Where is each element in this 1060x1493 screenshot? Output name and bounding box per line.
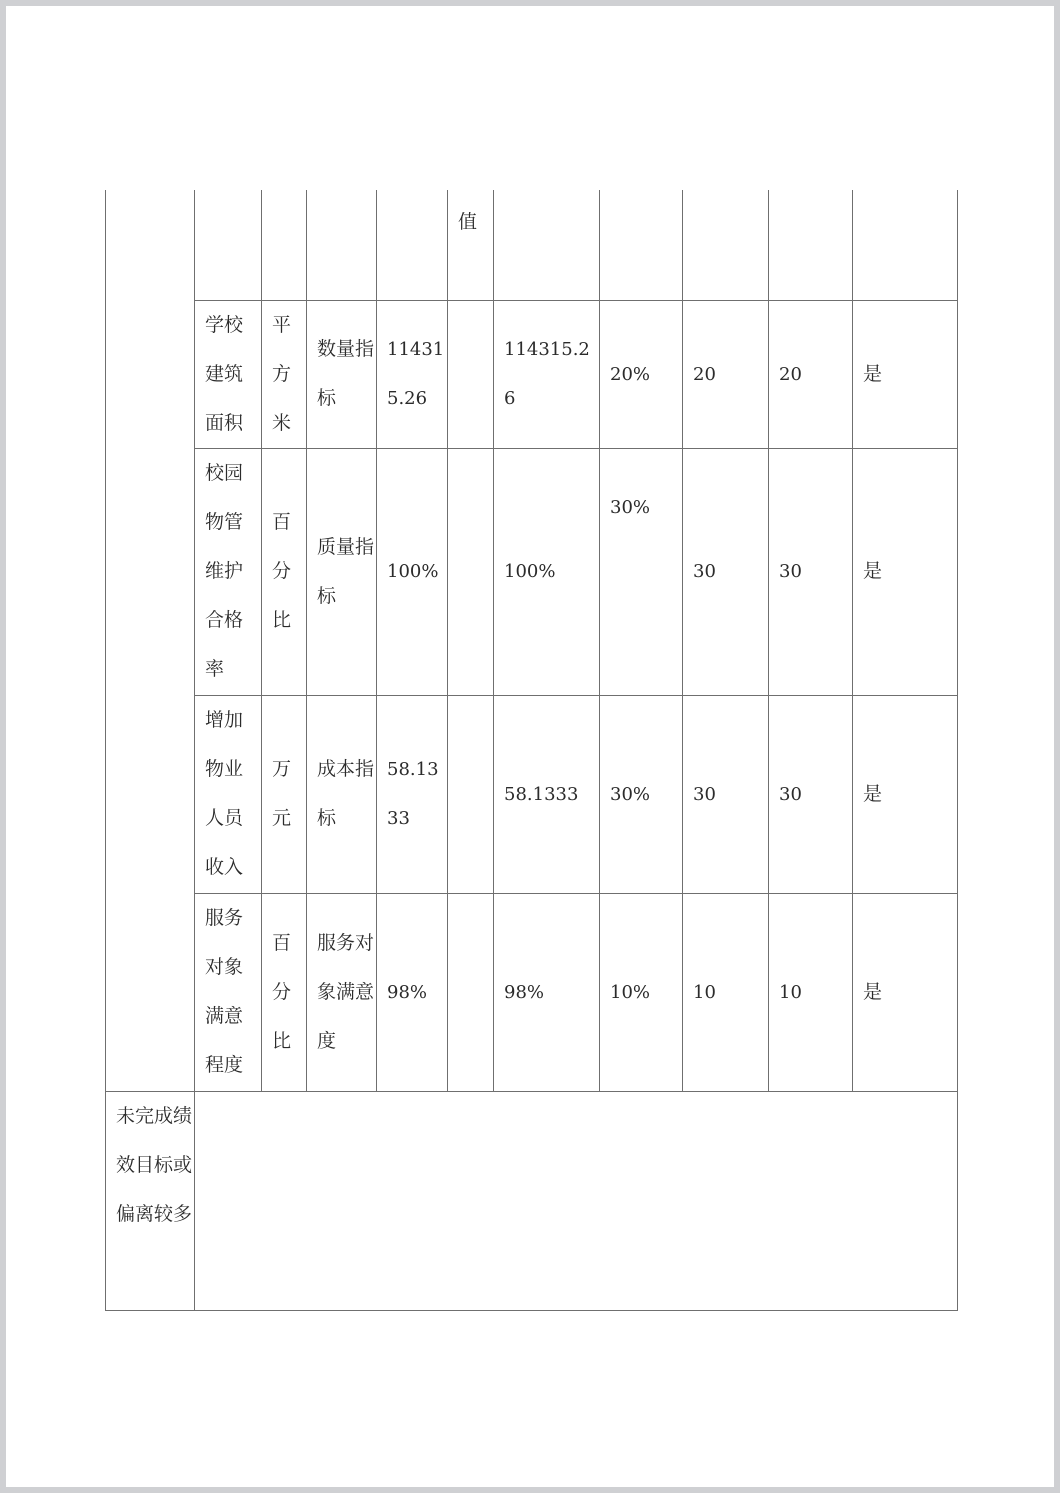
score-a: 10	[683, 893, 769, 1091]
indicator-name: 服务对象满意程度	[195, 893, 262, 1091]
target-value: 58.1333	[377, 695, 448, 893]
indicator-category: 数量指标	[307, 300, 377, 448]
score-b: 30	[769, 695, 853, 893]
document-page	[6, 6, 1054, 1487]
unit: 平方米	[262, 300, 307, 448]
actual-value: 100%	[494, 448, 600, 695]
table-row-footer	[106, 1091, 958, 1310]
indicator-name: 增加物业人员收入	[195, 695, 262, 893]
unit: 百分比	[262, 448, 307, 695]
indicator-category: 服务对象满意度	[307, 893, 377, 1091]
indicator-name: 校园物管维护合格率	[195, 448, 262, 695]
table-row-continued-header	[106, 190, 958, 300]
actual-value: 58.1333	[494, 695, 600, 893]
unit: 万元	[262, 695, 307, 893]
performance-table	[105, 190, 958, 1311]
table-row	[106, 300, 958, 448]
target-value: 100%	[377, 448, 448, 695]
table-row	[106, 893, 958, 1091]
score-b: 20	[769, 300, 853, 448]
footer-label: 未完成绩效目标或偏离较多	[106, 1091, 195, 1310]
target-value: 114315.26	[377, 300, 448, 448]
score-a: 30	[683, 695, 769, 893]
unit: 百分比	[262, 893, 307, 1091]
header-fragment: 值	[448, 190, 494, 300]
weight: 30%	[600, 448, 683, 695]
table-row	[106, 695, 958, 893]
weight: 30%	[600, 695, 683, 893]
target-value: 98%	[377, 893, 448, 1091]
weight: 20%	[600, 300, 683, 448]
score-b: 30	[769, 448, 853, 695]
completed-flag: 是	[853, 300, 958, 448]
actual-value: 98%	[494, 893, 600, 1091]
table-row	[106, 448, 958, 695]
score-b: 10	[769, 893, 853, 1091]
completed-flag: 是	[853, 695, 958, 893]
score-a: 20	[683, 300, 769, 448]
weight: 10%	[600, 893, 683, 1091]
completed-flag: 是	[853, 448, 958, 695]
indicator-category: 成本指标	[307, 695, 377, 893]
indicator-category: 质量指标	[307, 448, 377, 695]
completed-flag: 是	[853, 893, 958, 1091]
actual-value: 114315.26	[494, 300, 600, 448]
indicator-name: 学校建筑面积	[195, 300, 262, 448]
footer-content	[195, 1091, 958, 1310]
left-merged-cell	[106, 190, 195, 1091]
score-a: 30	[683, 448, 769, 695]
